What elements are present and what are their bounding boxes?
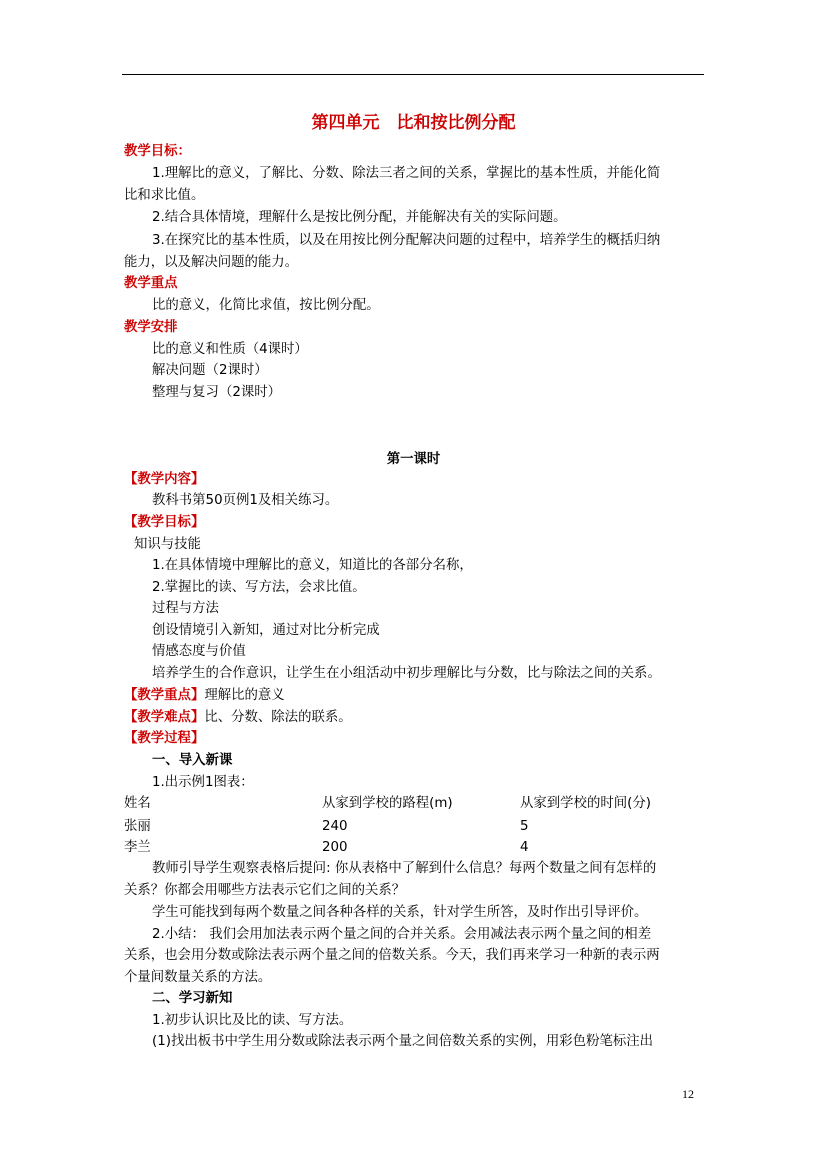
- process-text: 创设情境引入新知，通过对比分析完成: [152, 623, 380, 638]
- knowledge-item-2: 2.掌握比的读、写方法，会求比值。: [152, 580, 366, 595]
- lesson-goals-heading: 【教学目标】: [124, 515, 205, 530]
- key-heading: 【教学重点】: [124, 688, 205, 703]
- schedule-item: 比的意义和性质（4课时）: [152, 342, 308, 357]
- table-cell: 李兰: [124, 840, 151, 855]
- schedule-heading: 教学安排: [124, 320, 178, 335]
- attitude-label: 情感态度与价值: [152, 644, 246, 659]
- keypoints-heading: 教学重点: [124, 276, 178, 291]
- table-cell: 200: [322, 840, 348, 855]
- part-1-heading: 一、导入新课: [152, 753, 233, 768]
- difficulty-heading: 【教学难点】: [124, 710, 205, 725]
- content-text: 教科书第50页例1及相关练习。: [152, 493, 339, 508]
- goal-1-line-2: 比和求比值。: [124, 188, 205, 203]
- part-2-heading: 二、学习新知: [152, 991, 233, 1006]
- key-text: 理解比的意义: [204, 688, 285, 703]
- process-heading: 【教学过程】: [124, 731, 205, 746]
- paragraph-2: 学生可能找到每两个数量之间各种各样的关系，针对学生所答，及时作出引导评价。: [152, 905, 648, 920]
- difficulty-text: 比、分数、除法的联系。: [204, 710, 352, 725]
- goals-heading: 教学目标：: [124, 144, 191, 159]
- page-number: 12: [682, 1087, 694, 1101]
- goal-2: 2.结合具体情境，理解什么是按比例分配，并能解决有关的实际问题。: [152, 210, 567, 225]
- step-1: 1.出示例1图表：: [152, 775, 254, 790]
- table-cell: 240: [322, 819, 348, 834]
- table-cell: 张丽: [124, 819, 151, 834]
- header-rule: [122, 74, 704, 75]
- goal-3-line-2: 能力，以及解决问题的能力。: [124, 255, 299, 270]
- schedule-item: 解决问题（2课时）: [152, 363, 268, 378]
- new-knowledge-step-1: 1.初步认识比及比的读、写方法。: [152, 1013, 353, 1028]
- table-header-distance: 从家到学校的路程(m): [322, 796, 453, 811]
- paragraph-1-line-1: 教师引导学生观察表格后提问: 你从表格中了解到什么信息？每两个数量之间有怎样的: [152, 861, 657, 876]
- goal-3-line-1: 3.在探究比的基本性质，以及在用按比例分配解决问题的过程中，培养学生的概括归纳: [152, 233, 661, 248]
- content-heading: 【教学内容】: [124, 472, 205, 487]
- table-header-time: 从家到学校的时间(分): [520, 796, 651, 811]
- schedule-item: 整理与复习（2课时）: [152, 385, 282, 400]
- summary-line-2: 关系，也会用分数或除法表示两个量之间的倍数关系。今天，我们再来学习一种新的表示两: [124, 948, 660, 963]
- table-cell: 4: [520, 840, 529, 855]
- attitude-text: 培养学生的合作意识，让学生在小组活动中初步理解比与分数，比与除法之间的关系。: [152, 666, 661, 681]
- page-title: 第四单元 比和按比例分配: [311, 113, 516, 133]
- table-header-name: 姓名: [124, 796, 151, 811]
- goal-1-line-1: 1.理解比的意义，了解比、分数、除法三者之间的关系，掌握比的基本性质，并能化简: [152, 166, 661, 181]
- summary-line-3: 个量间数量关系的方法。: [124, 970, 272, 985]
- lesson-title: 第一课时: [386, 452, 441, 467]
- summary-line-1: 2.小结： 我们会用加法表示两个量之间的合并关系。会用减法表示两个量之间的相差: [152, 927, 652, 942]
- difficulty-line: [124, 708, 352, 728]
- key-point-line: [124, 686, 285, 706]
- new-knowledge-step-1-1: (1)找出板书中学生用分数或除法表示两个量之间倍数关系的实例，用彩色粉笔标注出: [152, 1034, 654, 1049]
- paragraph-1-line-2: 关系？你都会用哪些方法表示它们之间的关系？: [124, 883, 406, 898]
- knowledge-item-1: 1.在具体情境中理解比的意义，知道比的各部分名称，: [152, 558, 473, 573]
- process-label: 过程与方法: [152, 601, 219, 616]
- keypoints-text: 比的意义，化简比求值，按比例分配。: [152, 298, 380, 313]
- knowledge-label: 知识与技能: [134, 537, 201, 552]
- table-cell: 5: [520, 819, 529, 834]
